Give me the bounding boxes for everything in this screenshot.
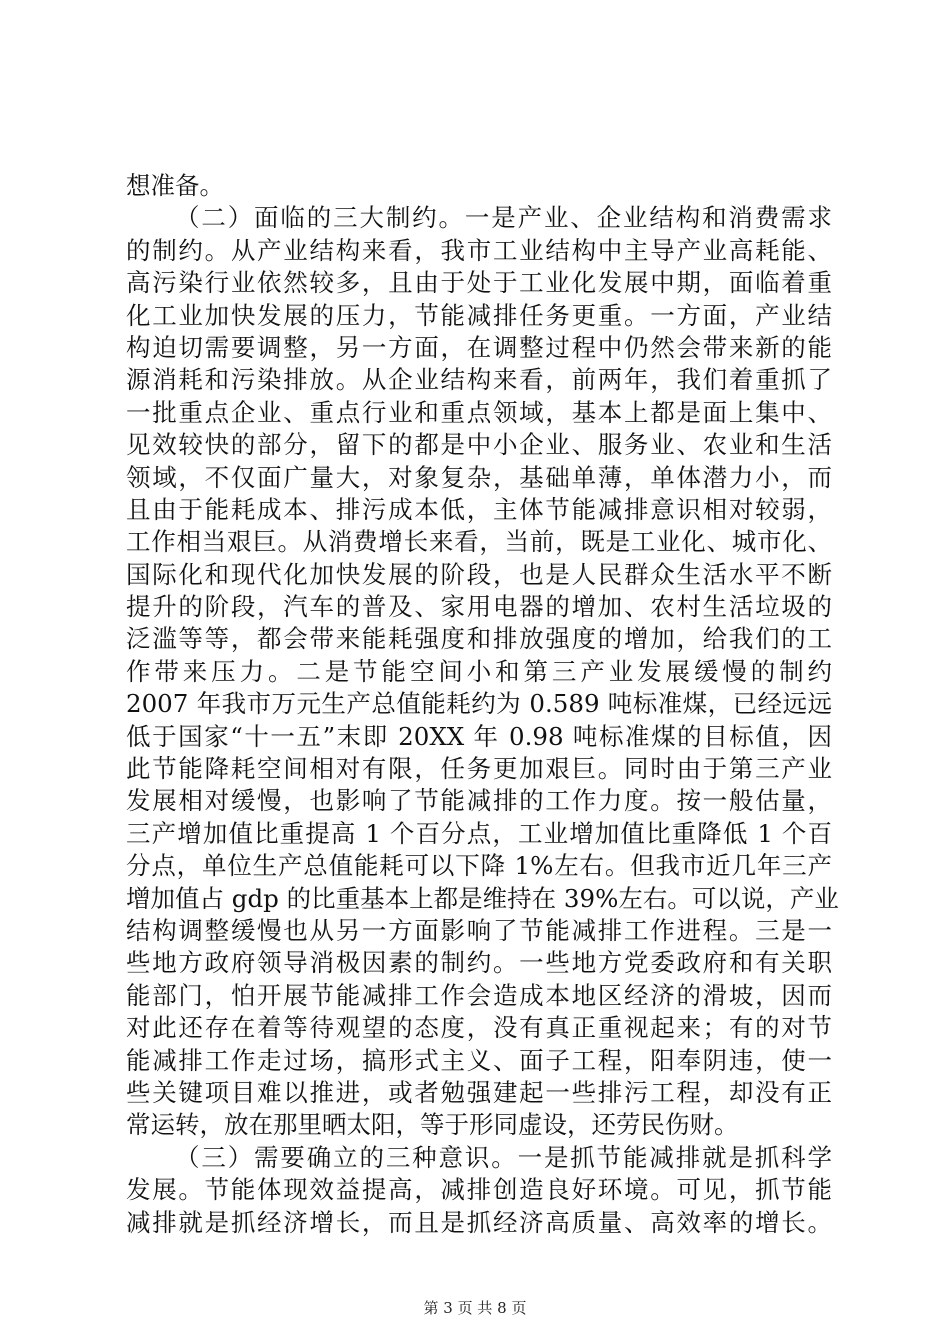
text-line: 此节能降耗空间相对有限，任务更加艰巨。同时由于第三产业 xyxy=(126,754,832,784)
text-line: 构迫切需要调整，另一方面，在调整过程中仍然会带来新的能 xyxy=(126,332,832,362)
text-line: 作带来压力。二是节能空间小和第三产业发展缓慢的制约 xyxy=(126,656,832,686)
text-line: 三产增加值比重提高 1 个百分点，工业增加值比重降低 1 个百 xyxy=(126,818,832,848)
body-text xyxy=(126,170,839,1239)
text-line: 些关键项目难以推进，或者勉强建起一些排污工程，却没有正 xyxy=(126,1077,832,1107)
text-line: 领域，不仅面广量大，对象复杂，基础单薄，单体潜力小，而 xyxy=(126,462,832,492)
text-line: 结构调整缓慢也从另一方面影响了节能减排工作进程。三是一 xyxy=(126,915,832,945)
text-line: 能部门，怕开展节能减排工作会造成本地区经济的滑坡，因而 xyxy=(126,980,832,1010)
text-line: 国际化和现代化加快发展的阶段，也是人民群众生活水平不断 xyxy=(126,559,832,589)
text-line: 化工业加快发展的压力，节能减排任务更重。一方面，产业结 xyxy=(126,300,832,330)
text-line: 发展。节能体现效益提高，减排创造良好环境。可见，抓节能 xyxy=(126,1175,832,1205)
text-line: 些地方政府领导消极因素的制约。一些地方党委政府和有关职 xyxy=(126,948,832,978)
text-line: 一批重点企业、重点行业和重点领域，基本上都是面上集中、 xyxy=(126,397,832,427)
text-line: 对此还存在着等待观望的态度，没有真正重视起来；有的对节 xyxy=(126,1013,832,1043)
text-line: 且由于能耗成本、排污成本低，主体节能减排意识相对较弱， xyxy=(126,494,832,524)
text-line: 减排就是抓经济增长，而且是抓经济高质量、高效率的增长。 xyxy=(126,1207,832,1237)
text-line: 高污染行业依然较多，且由于处于工业化发展中期，面临着重 xyxy=(126,268,832,298)
text-line: 源消耗和污染排放。从企业结构来看，前两年，我们着重抓了 xyxy=(126,365,832,395)
page-number: 第 3 页 共 8 页 xyxy=(423,1299,527,1317)
text-line: 分点，单位生产总值能耗可以下降 1%左右。但我市近几年三产 xyxy=(126,851,832,881)
page-footer xyxy=(0,1298,950,1318)
text-line: 泛滥等等，都会带来能耗强度和排放强度的增加，给我们的工 xyxy=(126,624,832,654)
text-line: 增加值占 gdp 的比重基本上都是维持在 39%左右。可以说，产业 xyxy=(126,883,839,913)
text-line: 能减排工作走过场，搞形式主义、面子工程，阳奉阴违，使一 xyxy=(126,1045,832,1075)
text-line: （二）面临的三大制约。一是产业、企业结构和消费需求 xyxy=(175,203,832,233)
text-line: 2007 年我市万元生产总值能耗约为 0.589 吨标准煤，已经远远 xyxy=(126,689,832,719)
text-line: 常运转，放在那里晒太阳，等于形同虚设，还劳民伤财。 xyxy=(126,1110,739,1140)
text-line: 的制约。从产业结构来看，我市工业结构中主导产业高耗能、 xyxy=(126,235,832,265)
text-line: 工作相当艰巨。从消费增长来看，当前，既是工业化、城市化、 xyxy=(126,527,832,557)
text-line: （三）需要确立的三种意识。一是抓节能减排就是抓科学 xyxy=(175,1142,832,1172)
text-line: 想准备。 xyxy=(126,171,224,200)
text-line: 发展相对缓慢，也影响了节能减排的工作力度。按一般估量， xyxy=(126,786,832,816)
text-line: 低于国家“十一五”末即 20XX 年 0.98 吨标准煤的目标值，因 xyxy=(126,721,832,751)
text-line: 见效较快的部分，留下的都是中小企业、服务业、农业和生活 xyxy=(126,430,832,460)
text-line: 提升的阶段，汽车的普及、家用电器的增加、农村生活垃圾的 xyxy=(126,592,832,622)
